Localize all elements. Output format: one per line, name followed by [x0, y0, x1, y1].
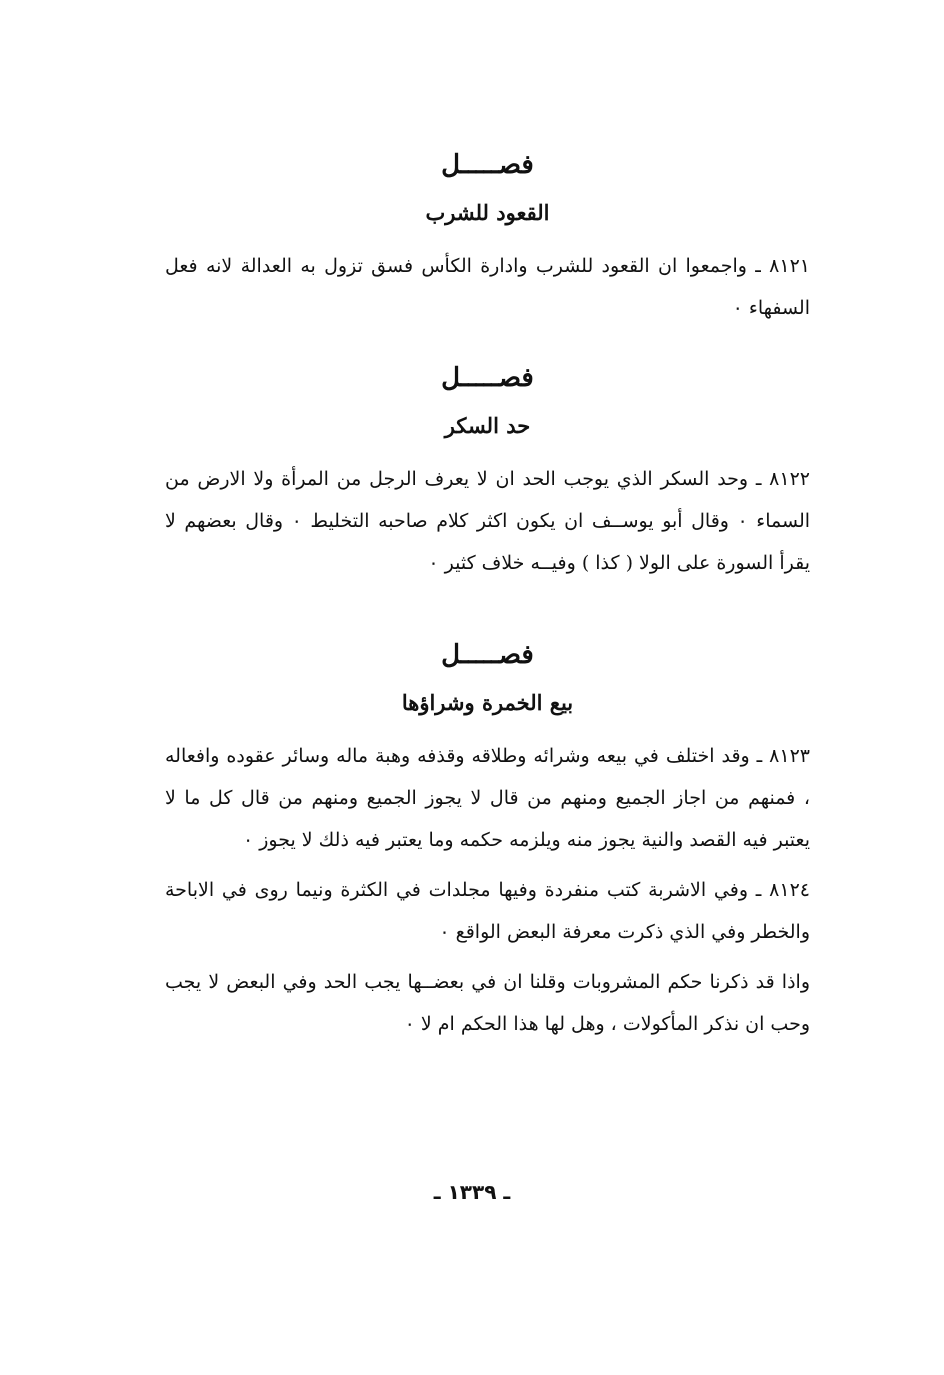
section-3-subheading: بيع الخمرة وشراؤها	[401, 690, 574, 715]
paragraph-8122: ٨١٢٢ ـ وحد السكر الذي يوجب الحد ان لا يعرف الرجل من المرأة ولا الارض من السماء ٠ وقال أبو يوســف ان يكون اكثر كلام صاحبه التخليط ٠ وقال بعضهم لا يقرأ السورة على الولا ( كذا ) وفيــه خلاف كثير ٠	[165, 468, 811, 574]
section-2	[165, 358, 810, 584]
paragraph-8124: ٨١٢٤ ـ وفي الاشربة كتب منفردة وفيها مجلدات في الكثرة ونيما روى في الاباحة والخطر وفي الذي ذكرت معرفة البعض الواقع ٠	[165, 879, 810, 943]
section-1-subheading: القعود للشرب	[425, 200, 550, 225]
section-2-subheading: حد السكر	[444, 413, 531, 438]
section-3-heading: فصـــــل	[441, 640, 534, 670]
paragraph-closing: واذا قد ذكرنا حكم المشروبات وقلنا ان في بعضــها يجب الحد وفي البعض لا يجب وحب ان نذكر المأكولات ، وهل لها هذا الحكم ام لا ٠	[165, 971, 810, 1035]
section-3	[165, 635, 810, 1045]
section-1	[165, 145, 810, 329]
section-1-heading: فصـــــل	[441, 150, 534, 180]
section-2-heading: فصـــــل	[441, 363, 534, 393]
paragraph-8123: ٨١٢٣ ـ وقد اختلف في بيعه وشرائه وطلاقه وقذفه وهبة ماله وسائر عقوده وافعاله ، فمنهم من اجاز الجميع ومنهم من قال لا يجوز الجميع ومنهم من قال كل ما لا يعتبر فيه القصد والنية يجوز منه ويلزمه حكمه وما يعتبر فيه ذلك لا يجوز ٠	[165, 745, 810, 851]
paragraph-8121: ٨١٢١ ـ واجمعوا ان القعود للشرب وادارة الكأس فسق تزول به العدالة لانه فعل السفهاء ٠	[165, 255, 810, 319]
page-number: ـ ١٣٣٩ ـ	[433, 1180, 511, 1204]
